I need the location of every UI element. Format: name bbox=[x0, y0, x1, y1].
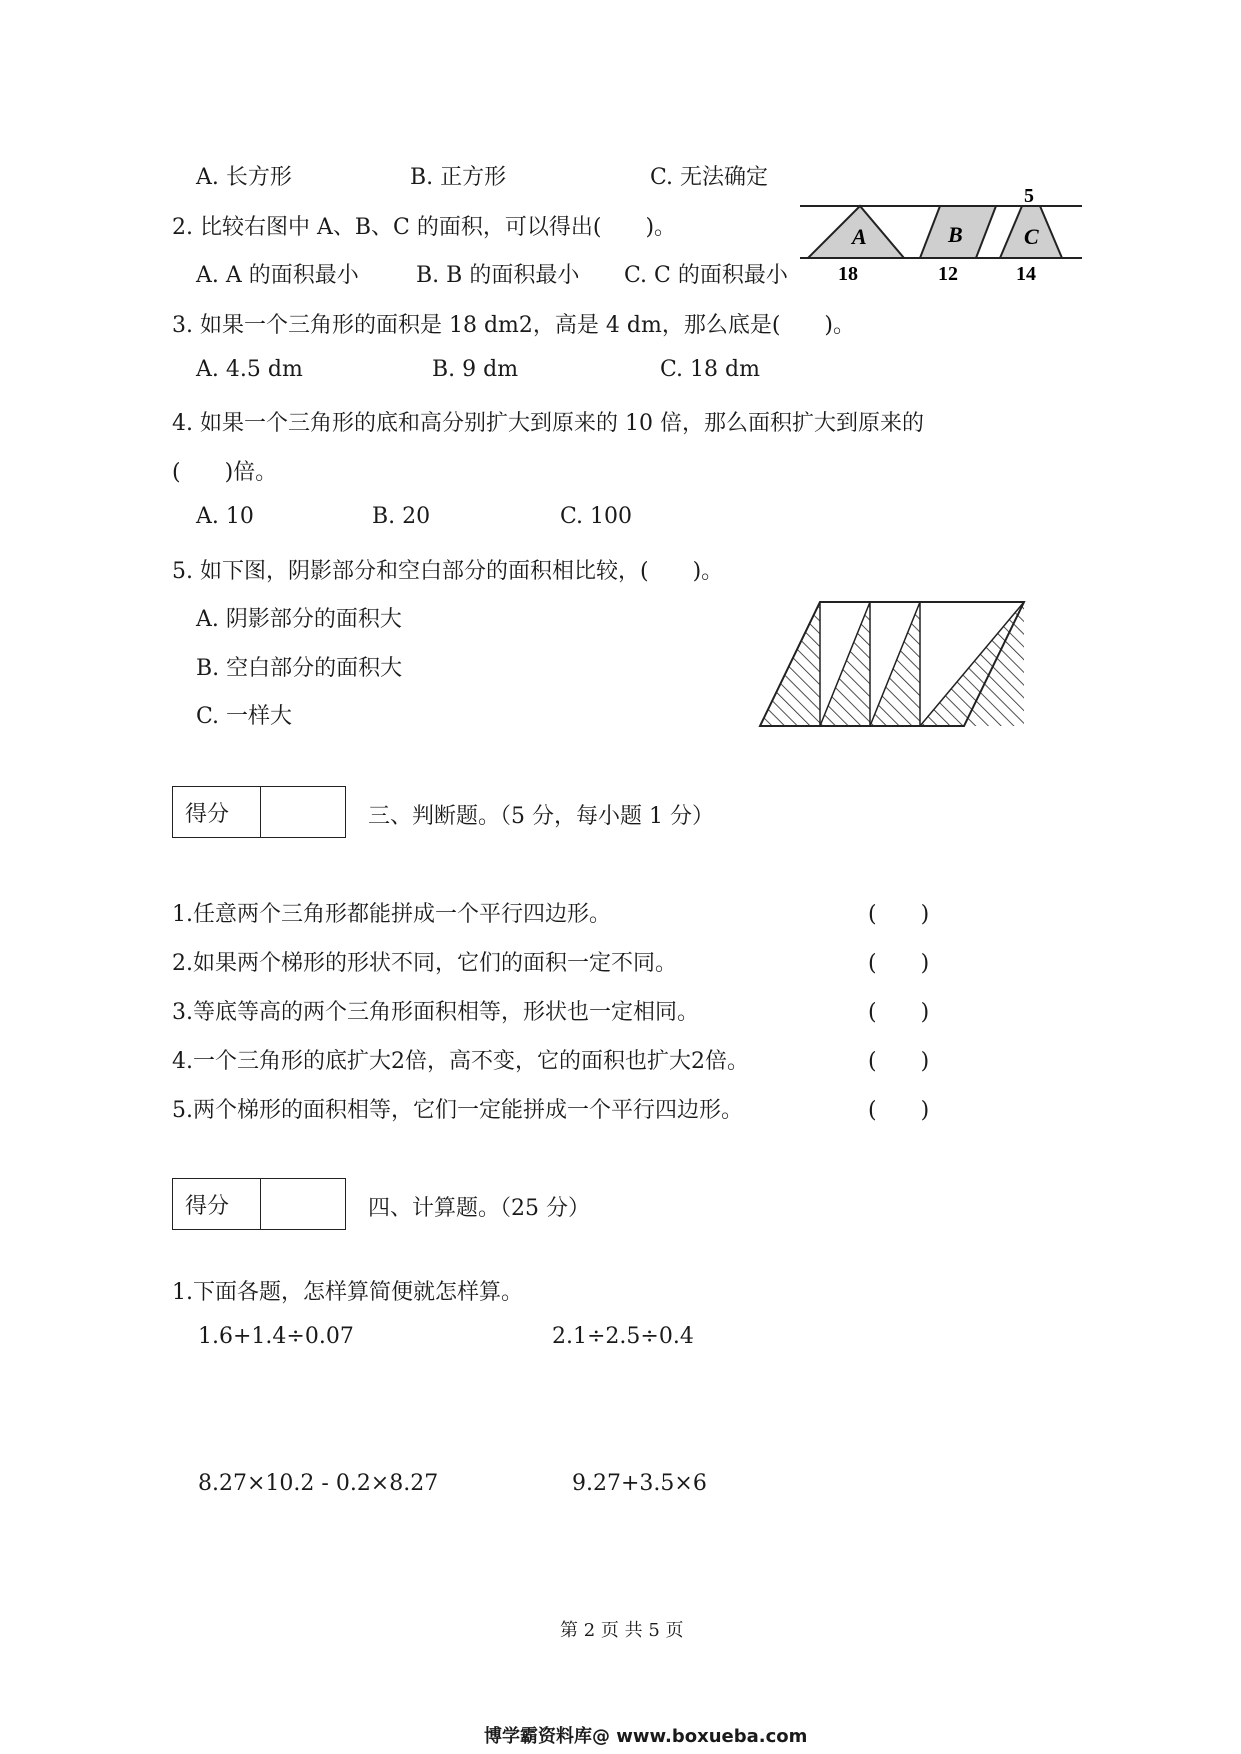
section4-score-box bbox=[172, 1178, 346, 1230]
calc-expr-2: 2.1÷2.5÷0.4 bbox=[552, 1324, 694, 1349]
judge-paren-2[interactable]: ( ) bbox=[868, 951, 930, 976]
section4-score-cell[interactable] bbox=[261, 1179, 345, 1229]
label-c-base: 14 bbox=[1016, 263, 1036, 285]
calc-expr-1: 1.6+1.4÷0.07 bbox=[198, 1324, 354, 1349]
judge-paren-3[interactable]: ( ) bbox=[868, 1000, 930, 1025]
q3-option-b: B. 9 dm bbox=[432, 357, 519, 382]
q4-option-a: A. 10 bbox=[196, 504, 254, 529]
q1-option-b: B. 正方形 bbox=[410, 165, 507, 190]
section4-score-label: 得分 bbox=[173, 1179, 261, 1229]
judge-paren-4[interactable]: ( ) bbox=[868, 1049, 930, 1074]
q3-option-a: A. 4.5 dm bbox=[196, 357, 303, 382]
watermark: 博学霸资料库@ www.boxueba.com bbox=[484, 1726, 808, 1747]
q5-option-b: B. 空白部分的面积大 bbox=[196, 656, 403, 681]
q5-parallelogram-figure bbox=[756, 596, 1028, 732]
calc-intro: 1.下面各题，怎样算简便就怎样算。 bbox=[172, 1280, 523, 1305]
q2-shapes-figure bbox=[800, 186, 1090, 286]
judge-item-2: 2.如果两个梯形的形状不同，它们的面积一定不同。 bbox=[172, 951, 677, 976]
q4-stem-line2: ( )倍。 bbox=[172, 460, 278, 485]
calc-expr-4: 9.27+3.5×6 bbox=[572, 1471, 707, 1496]
q4-option-c: C. 100 bbox=[560, 504, 633, 529]
q1-option-a: A. 长方形 bbox=[196, 165, 292, 190]
judge-item-1: 1.任意两个三角形都能拼成一个平行四边形。 bbox=[172, 902, 611, 927]
judge-item-5: 5.两个梯形的面积相等，它们一定能拼成一个平行四边形。 bbox=[172, 1098, 743, 1123]
q5-option-a: A. 阴影部分的面积大 bbox=[196, 607, 402, 632]
q3-option-c: C. 18 dm bbox=[660, 357, 760, 382]
q5-stem: 5. 如下图，阴影部分和空白部分的面积相比较，( )。 bbox=[172, 559, 724, 584]
section3-score-box bbox=[172, 786, 346, 838]
label-c: C bbox=[1024, 224, 1039, 249]
section3-title: 三、判断题。（5 分，每小题 1 分） bbox=[368, 804, 714, 829]
label-b: B bbox=[948, 222, 963, 247]
q1-option-c: C. 无法确定 bbox=[650, 165, 769, 190]
label-a: A bbox=[852, 224, 867, 249]
q4-option-b: B. 20 bbox=[372, 504, 431, 529]
section3-score-label: 得分 bbox=[173, 787, 261, 837]
page-number: 第 2 页 共 5 页 bbox=[560, 1620, 684, 1641]
label-b-base: 12 bbox=[938, 263, 958, 285]
section3-score-cell[interactable] bbox=[261, 787, 345, 837]
q2-option-a: A. A 的面积最小 bbox=[196, 263, 359, 288]
q3-stem: 3. 如果一个三角形的面积是 18 dm2，高是 4 dm，那么底是( )。 bbox=[172, 313, 856, 338]
judge-item-4: 4.一个三角形的底扩大2倍，高不变，它的面积也扩大2倍。 bbox=[172, 1049, 749, 1074]
q2-option-c: C. C 的面积最小 bbox=[624, 263, 788, 288]
q5-option-c: C. 一样大 bbox=[196, 704, 293, 729]
judge-paren-5[interactable]: ( ) bbox=[868, 1098, 930, 1123]
q2-option-b: B. B 的面积最小 bbox=[416, 263, 580, 288]
q4-stem-line1: 4. 如果一个三角形的底和高分别扩大到原来的 10 倍，那么面积扩大到原来的 bbox=[172, 411, 924, 436]
label-a-base: 18 bbox=[838, 263, 858, 285]
q2-stem: 2. 比较右图中 A、B、C 的面积，可以得出( )。 bbox=[172, 215, 677, 240]
judge-paren-1[interactable]: ( ) bbox=[868, 902, 930, 927]
label-c-top: 5 bbox=[1024, 186, 1034, 207]
section4-title: 四、计算题。（25 分） bbox=[368, 1196, 590, 1221]
judge-item-3: 3.等底等高的两个三角形面积相等，形状也一定相同。 bbox=[172, 1000, 699, 1025]
calc-expr-3: 8.27×10.2 - 0.2×8.27 bbox=[198, 1471, 439, 1496]
